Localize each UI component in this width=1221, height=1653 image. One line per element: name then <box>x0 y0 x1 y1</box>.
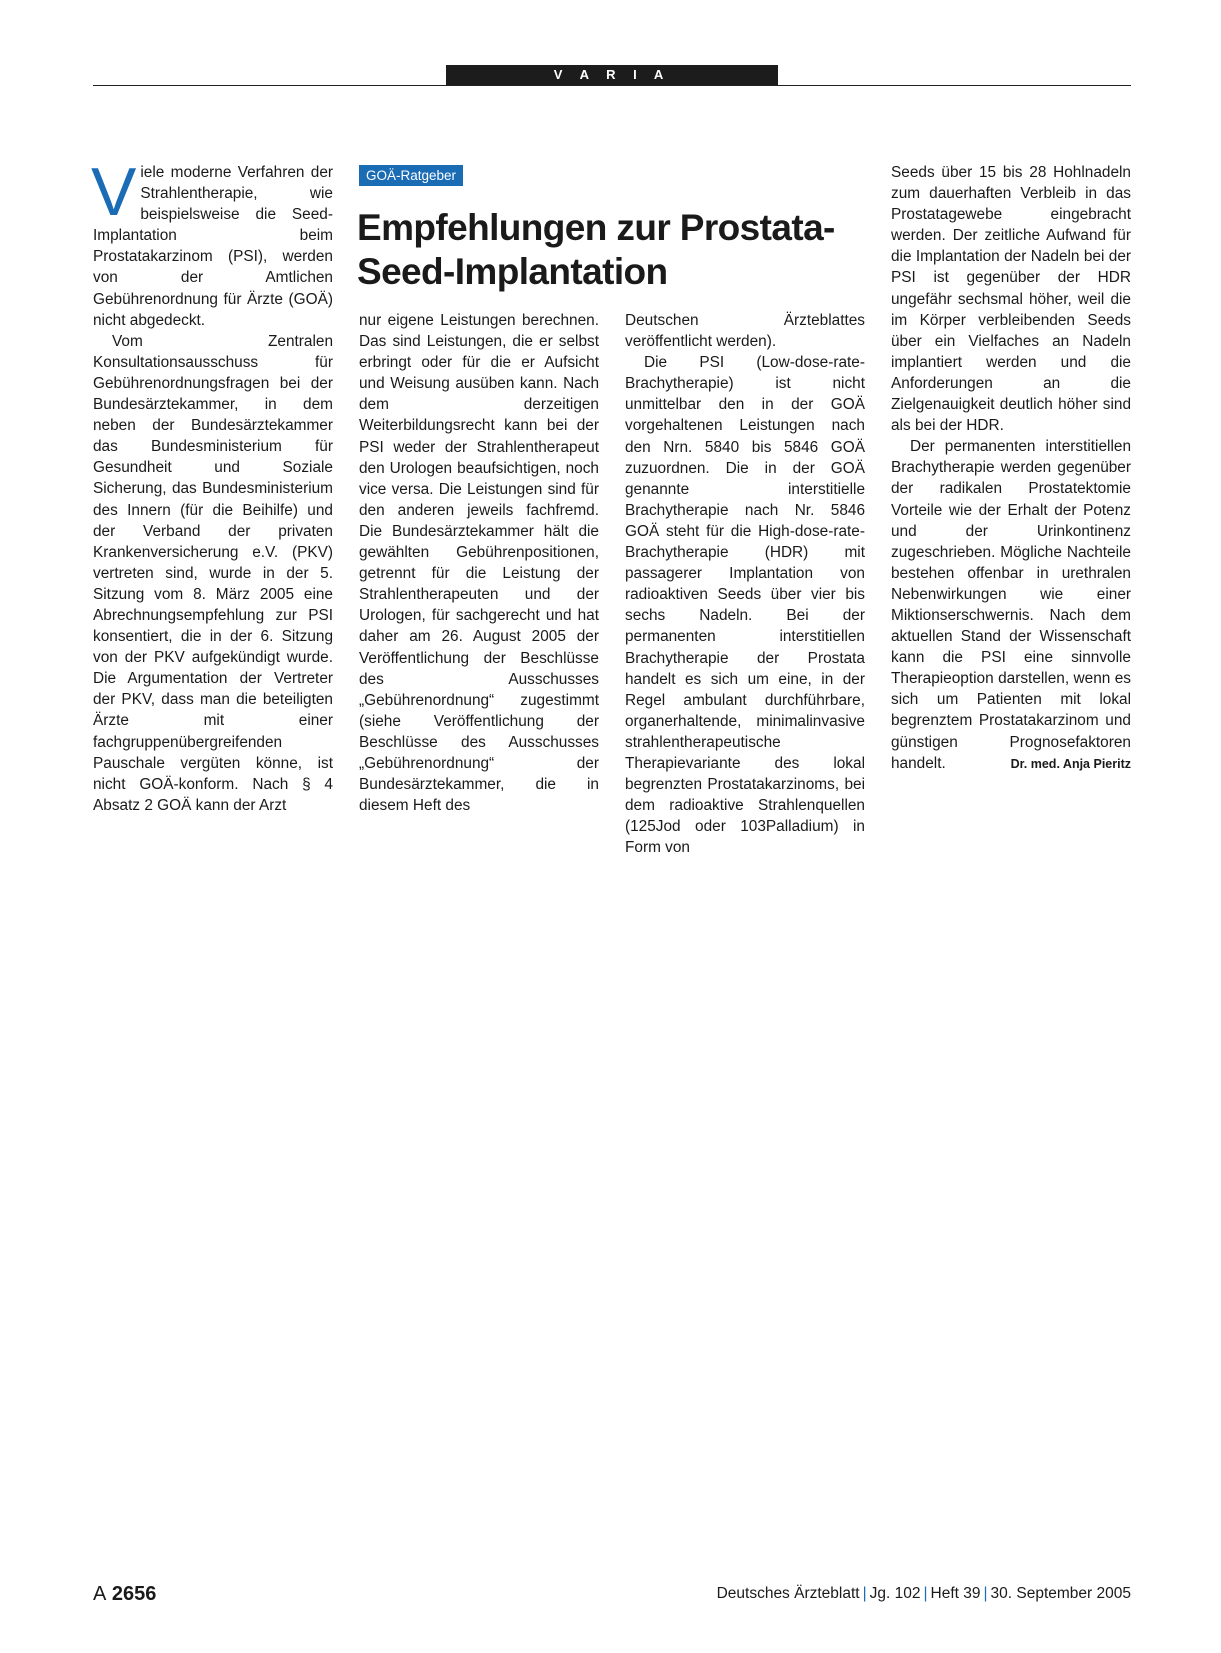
article-headline: Empfehlungen zur Prostata-Seed-Implantation <box>357 207 835 292</box>
journal-issue: Heft 39 <box>930 1585 981 1602</box>
drop-cap: V <box>91 154 137 230</box>
text-column-3 <box>625 310 865 858</box>
journal-footer <box>717 1584 1131 1604</box>
text-column-1 <box>91 154 333 816</box>
paragraph: Die PSI (Low-dose-rate-Brachytherapie) ist nicht unmittelbar den in der GOÄ vorgehaltenen Leistungen nach den Nrn. 5840 bis 5846 GOÄ zuzuordnen. Die in der GOÄ genannte interstitielle Brachytherapie nach Nr. 5846 GOÄ steht für die High-dose-rate-Brachytherapie (HDR) mit passagerer Implantation von radioaktiven Seeds über vier bis sechs Nadeln. Bei der permanenten interstitiellen Brachytherapie der Prostata handelt es sich um eine, in der Regel ambulant durchführbare, organerhaltende, minimalinvasive strahlentherapeutische Therapievariante des lokal begrenzten Prostatakarzinoms, bei dem radioaktive Strahlenquellen (125Jod oder 103Palladium) in Form von <box>625 354 865 857</box>
paragraph: Viele moderne Verfahren der Strahlentherapie, wie beispielsweise die Seed-Implantation beim Prostatakarzinom (PSI), werden von der Amtlichen Gebührenordnung für Ärzte (GOÄ) nicht abgedeckt. <box>91 154 333 329</box>
journal-name: Deutsches Ärzteblatt <box>716 1585 860 1602</box>
page-number: A 2656 <box>93 1583 157 1605</box>
text-column-2 <box>359 310 599 816</box>
paragraph: Der permanenten interstitiellen Brachytherapie werden gegenüber der radikalen Prostatektomie Vorteile wie der Erhalt der Potenz und der Urinkontinenz zugeschrieben. Mögliche Nachteile bestehen offenbar in urethralen Nebenwirkungen wie einer Miktionserschwernis. Nach dem aktuellen Stand der Wissenschaft kann die PSI eine sinnvolle Therapieoption darstellen, wenn es sich um Patienten mit lokal begrenztem Prostatakarzinom und günstigen Prognosefaktoren handelt. Dr. med. Anja Pieritz <box>891 436 1131 774</box>
footer-separator: | <box>923 1585 928 1602</box>
journal-date: 30. September 2005 <box>990 1585 1131 1602</box>
paragraph: Deutschen Ärzteblattes veröffentlicht werden). <box>625 312 865 351</box>
footer-separator: | <box>983 1585 988 1602</box>
paragraph: Seeds über 15 bis 28 Hohlnadeln zum dauerhaften Verbleib in das Prostatagewebe eingebracht werden. Der zeitliche Aufwand für die Implantation der Nadeln bei der PSI ist gegenüber der HDR ungefähr sechsmal höher, weil die im Körper verbleibenden Seeds über ein Vielfaches an Nadeln implantiert werden und die Anforderungen an die Zielgenauigkeit deutlich höher sind als bei der HDR. <box>891 164 1131 435</box>
journal-volume: Jg. 102 <box>869 1585 921 1602</box>
footer-separator: | <box>862 1585 867 1602</box>
paragraph: nur eigene Leistungen berechnen. Das sind Leistungen, die er selbst erbringt oder für die er Aufsicht und Weisung ausüben kann. Nach dem derzeitigen Weiterbildungsrecht kann bei der PSI weder der Strahlentherapeut den Urologen beaufsichtigen, noch vice versa. Die Leistungen sind für den anderen jeweils fachfremd. Die Bundesärztekammer hält die gewählten Gebührenpositionen, getrennt für die Leistung der Strahlentherapeuten und der Urologen, für sachgerecht und hat daher am 26. August 2005 der Veröffentlichung der Beschlüsse des Ausschusses „Gebührenordnung“ zugestimmt (siehe Veröffentlichung der Beschlüsse des Ausschusses „Gebührenordnung“ der Bundesärztekammer, die in diesem Heft des <box>359 312 599 815</box>
paragraph: Vom Zentralen Konsultationsausschuss für Gebührenordnungsfragen bei der Bundesärztekammer, in dem neben der Bundesärztekammer das Bundesministerium für Gesundheit und Soziale Sicherung, das Bundesministerium des Innern (für die Beihilfe) und der Verband der privaten Krankenversicherung e.V. (PKV) vertreten sind, wurde in der 5. Sitzung vom 8. März 2005 eine Abrechnungsempfehlung zur PSI konsentiert, die in der 6. Sitzung von der PKV aufgekündigt wurde. Die Argumentation der Vertreter der PKV, dass man die beteiligten Ärzte mit einer fachgruppenübergreifenden Pauschale vergüten könne, ist nicht GOÄ-konform. Nach § 4 Absatz 2 GOÄ kann der Arzt <box>93 332 333 814</box>
text-column-4 <box>891 162 1131 775</box>
author-byline: Dr. med. Anja Pieritz <box>1010 756 1131 771</box>
header-rule <box>93 85 1131 86</box>
rubric-badge: GOÄ-Ratgeber <box>359 165 463 186</box>
section-label: V A R I A <box>446 65 778 85</box>
